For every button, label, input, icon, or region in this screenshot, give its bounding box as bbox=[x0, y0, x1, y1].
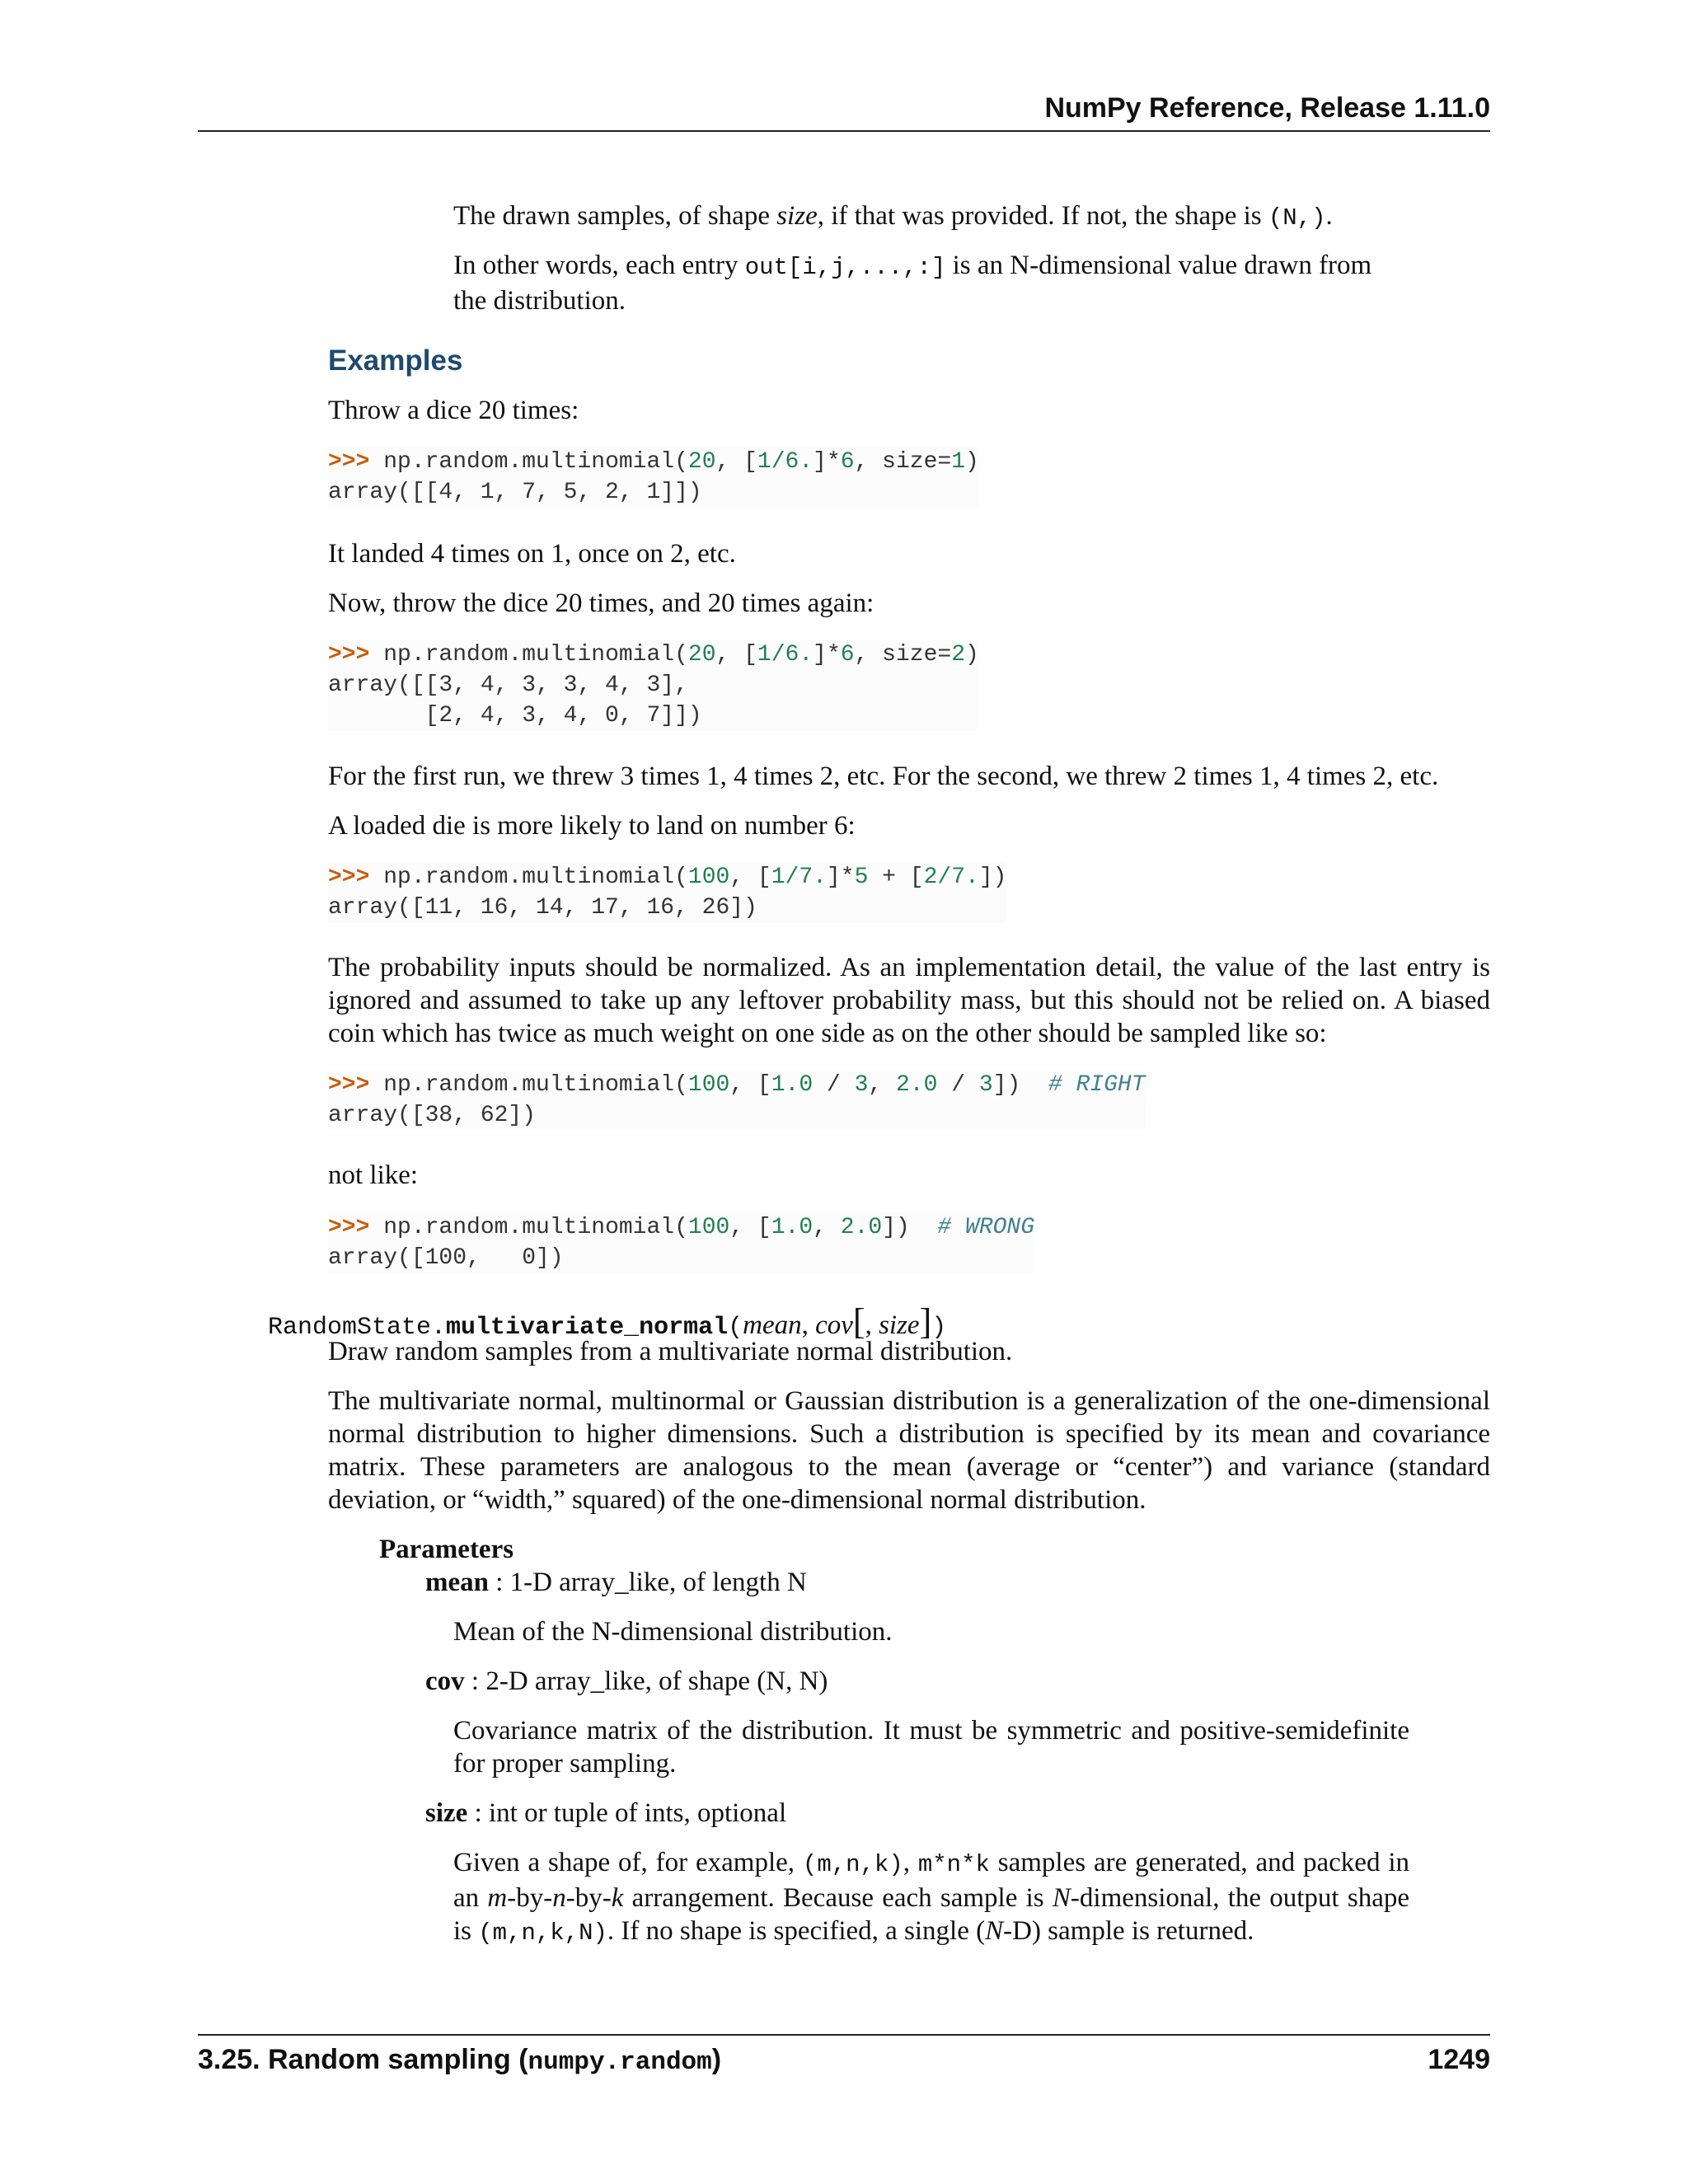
code-number: 1/7. bbox=[771, 865, 827, 890]
function-name: multivariate_normal bbox=[446, 1314, 729, 1342]
text: is an N-dimensional value drawn from the distribution. bbox=[453, 251, 1372, 316]
param-type: : 1-D array_like, of length N bbox=[489, 1568, 807, 1597]
section-title-end: ) bbox=[711, 2044, 722, 2075]
page-number: 1249 bbox=[1428, 2044, 1490, 2075]
code-text: , [ bbox=[715, 642, 757, 668]
param-ref: size bbox=[776, 201, 818, 231]
code-text: np.random.multinomial( bbox=[369, 865, 688, 890]
code-text: , [ bbox=[715, 449, 757, 475]
math-var: m bbox=[487, 1883, 508, 1913]
code-number: 2/7. bbox=[923, 865, 979, 890]
code-number: 6 bbox=[840, 642, 855, 668]
text: In other words, each entry bbox=[453, 251, 745, 280]
text: -D) sample is returned. bbox=[1003, 1916, 1254, 1946]
sep: , bbox=[801, 1310, 816, 1340]
code-number: 2.0 bbox=[896, 1072, 938, 1098]
code-text: np.random.multinomial( bbox=[369, 642, 688, 668]
code-text: , [ bbox=[729, 1215, 771, 1240]
text: Given a shape of, for example, bbox=[453, 1848, 803, 1877]
param-cov-desc: Covariance matrix of the distribution. It must be symmetric and positive-semidefinite for proper sampling. bbox=[453, 1716, 1409, 1779]
code-text: , [ bbox=[729, 1072, 771, 1098]
example-text-2: It landed 4 times on 1, once on 2, etc. bbox=[328, 539, 736, 569]
optional-bracket: ] bbox=[919, 1301, 932, 1342]
code-text: ]* bbox=[826, 865, 855, 890]
code-block-1 bbox=[328, 447, 979, 508]
arg-cov: cov bbox=[815, 1310, 853, 1340]
param-type: : int or tuple of ints, optional bbox=[467, 1798, 787, 1828]
code-block-2 bbox=[328, 640, 979, 731]
param-mean-desc: Mean of the N-dimensional distribution. bbox=[453, 1617, 893, 1647]
example-text-7: not like: bbox=[328, 1160, 419, 1190]
examples-heading: Examples bbox=[328, 344, 463, 377]
mvn-description: The multivariate normal, multinormal or Gaussian distribution is a generalization of the one-dimensional normal distribution to higher dimensions. Such a distribution is specified by its mean and covariance matrix. These parameters are analogous to the mean (average or “center”) and variance (standard deviation, or “width,” squared) of the one-dimensional normal distribution. bbox=[328, 1386, 1490, 1515]
text: arrangement. Because each sample is bbox=[623, 1883, 1053, 1913]
param-size bbox=[425, 1797, 786, 1830]
inline-code: (m,n,k,N) bbox=[478, 1919, 607, 1947]
code-number: 1 bbox=[951, 449, 965, 475]
code-text: ]* bbox=[813, 449, 841, 475]
math-var: N bbox=[1052, 1883, 1071, 1913]
sep: , bbox=[865, 1310, 879, 1340]
arg-size: size bbox=[879, 1310, 920, 1340]
text: . bbox=[1325, 201, 1333, 231]
inline-code: (m,n,k) bbox=[802, 1851, 903, 1878]
code-number: 100 bbox=[687, 1215, 730, 1240]
section-title: 3.25. Random sampling ( bbox=[198, 2044, 528, 2075]
code-output: array([100, 0]) bbox=[328, 1245, 564, 1271]
returns-line-1 bbox=[453, 199, 1409, 235]
running-footer bbox=[198, 2044, 1490, 2077]
code-number: 3 bbox=[854, 1072, 869, 1098]
code-output: [2, 4, 3, 4, 0, 7]]) bbox=[328, 703, 702, 729]
example-text-5: A loaded die is more likely to land on number 6: bbox=[328, 811, 856, 841]
footer-section bbox=[198, 2044, 721, 2077]
code-text: , bbox=[813, 1215, 841, 1240]
code-number: 1.0 bbox=[771, 1072, 814, 1098]
code-text: , size= bbox=[854, 449, 952, 475]
prompt: >>> bbox=[328, 449, 370, 475]
code-text: , bbox=[868, 1072, 896, 1098]
text: The drawn samples, of shape bbox=[453, 201, 777, 231]
footer-rule bbox=[198, 2034, 1490, 2036]
math-var: n bbox=[552, 1883, 566, 1913]
code-text: / bbox=[813, 1072, 855, 1098]
code-number: 1/6. bbox=[757, 642, 814, 668]
inline-code: out[i,j,...,:] bbox=[744, 254, 946, 281]
param-size-desc bbox=[453, 1846, 1409, 1950]
code-number: 3 bbox=[978, 1072, 993, 1098]
code-text: + [ bbox=[868, 865, 924, 890]
code-text: , size= bbox=[854, 642, 952, 668]
arg-mean: mean bbox=[743, 1310, 802, 1340]
code-number: 2 bbox=[951, 642, 965, 668]
param-mean bbox=[425, 1566, 807, 1599]
example-text-4: For the first run, we threw 3 times 1, 4 times 2, etc. For the second, we threw 2 times 1, 4 times 2, etc. bbox=[328, 762, 1439, 791]
code-number: 1.0 bbox=[771, 1215, 814, 1240]
math-var: N bbox=[985, 1916, 1004, 1946]
code-block-5 bbox=[328, 1212, 1034, 1273]
param-name: mean bbox=[425, 1568, 489, 1597]
text: -by- bbox=[565, 1883, 612, 1913]
code-number: 100 bbox=[687, 1072, 730, 1098]
code-text: ]) bbox=[992, 1072, 1048, 1098]
prompt: >>> bbox=[328, 865, 370, 890]
code-text: / bbox=[937, 1072, 979, 1098]
code-text: ]) bbox=[882, 1215, 938, 1240]
header-rule bbox=[198, 130, 1490, 132]
code-comment: # RIGHT bbox=[1048, 1072, 1146, 1098]
code-number: 20 bbox=[687, 642, 716, 668]
code-number: 100 bbox=[687, 865, 730, 890]
text: -dimensional, the output shape is bbox=[453, 1883, 1409, 1946]
code-number: 2.0 bbox=[840, 1215, 883, 1240]
code-text: ) bbox=[965, 449, 979, 475]
param-type: : 2-D array_like, of shape (N, N) bbox=[464, 1666, 828, 1696]
code-output: array([38, 62]) bbox=[328, 1103, 537, 1128]
code-output: array([[3, 4, 3, 3, 4, 3], bbox=[328, 673, 688, 698]
running-header: NumPy Reference, Release 1.11.0 bbox=[1044, 92, 1490, 124]
class-name: RandomState. bbox=[268, 1314, 447, 1342]
code-number: 6 bbox=[840, 449, 855, 475]
example-text-3: Now, throw the dice 20 times, and 20 times again: bbox=[328, 588, 874, 618]
code-text: np.random.multinomial( bbox=[369, 449, 688, 475]
math-var: k bbox=[611, 1883, 624, 1913]
text: -by- bbox=[507, 1883, 553, 1913]
example-intro-1: Throw a dice 20 times: bbox=[328, 396, 579, 425]
param-cov bbox=[425, 1665, 828, 1698]
code-block-4 bbox=[328, 1070, 1146, 1131]
returns-line-2 bbox=[453, 249, 1409, 317]
paren: ) bbox=[931, 1314, 947, 1342]
module-name: numpy.random bbox=[528, 2048, 712, 2077]
code-text: np.random.multinomial( bbox=[369, 1215, 688, 1240]
code-comment: # WRONG bbox=[937, 1215, 1035, 1240]
code-number: 1/6. bbox=[757, 449, 814, 475]
code-output: array([11, 16, 14, 17, 16, 26]) bbox=[328, 895, 757, 921]
prompt: >>> bbox=[328, 1072, 370, 1098]
code-text: ]) bbox=[978, 865, 1007, 890]
text: , if that was provided. If not, the shape is bbox=[817, 201, 1268, 231]
code-text: np.random.multinomial( bbox=[369, 1072, 688, 1098]
param-name: cov bbox=[425, 1666, 465, 1696]
inline-code: m*n*k bbox=[917, 1851, 990, 1878]
code-number: 20 bbox=[687, 449, 716, 475]
param-name: size bbox=[425, 1798, 468, 1828]
parameters-heading: Parameters bbox=[379, 1535, 514, 1564]
code-text: ) bbox=[965, 642, 979, 668]
text: samples are generated, and packed in an bbox=[453, 1848, 1409, 1913]
code-output: array([[4, 1, 7, 5, 2, 1]]) bbox=[328, 480, 702, 505]
code-block-3 bbox=[328, 862, 1006, 923]
optional-bracket: [ bbox=[852, 1301, 865, 1342]
mvn-summary: Draw random samples from a multivariate normal distribution. bbox=[328, 1337, 1013, 1366]
prompt: >>> bbox=[328, 642, 370, 668]
code-text: ]* bbox=[813, 642, 841, 668]
text: . If no shape is specified, a single ( bbox=[607, 1916, 986, 1946]
prompt: >>> bbox=[328, 1215, 370, 1240]
paren: ( bbox=[728, 1314, 743, 1342]
inline-code: (N,) bbox=[1268, 204, 1326, 232]
code-number: 5 bbox=[854, 865, 869, 890]
text: , bbox=[903, 1848, 918, 1877]
code-text: , [ bbox=[729, 865, 771, 890]
example-text-6: The probability inputs should be normalized. As an implementation detail, the value of the last entry is ignored and assumed to take up any leftover probability mass, but this should not be relied on. A biased coin which has twice as much weight on one side as on the other should be sampled like so: bbox=[328, 953, 1490, 1048]
